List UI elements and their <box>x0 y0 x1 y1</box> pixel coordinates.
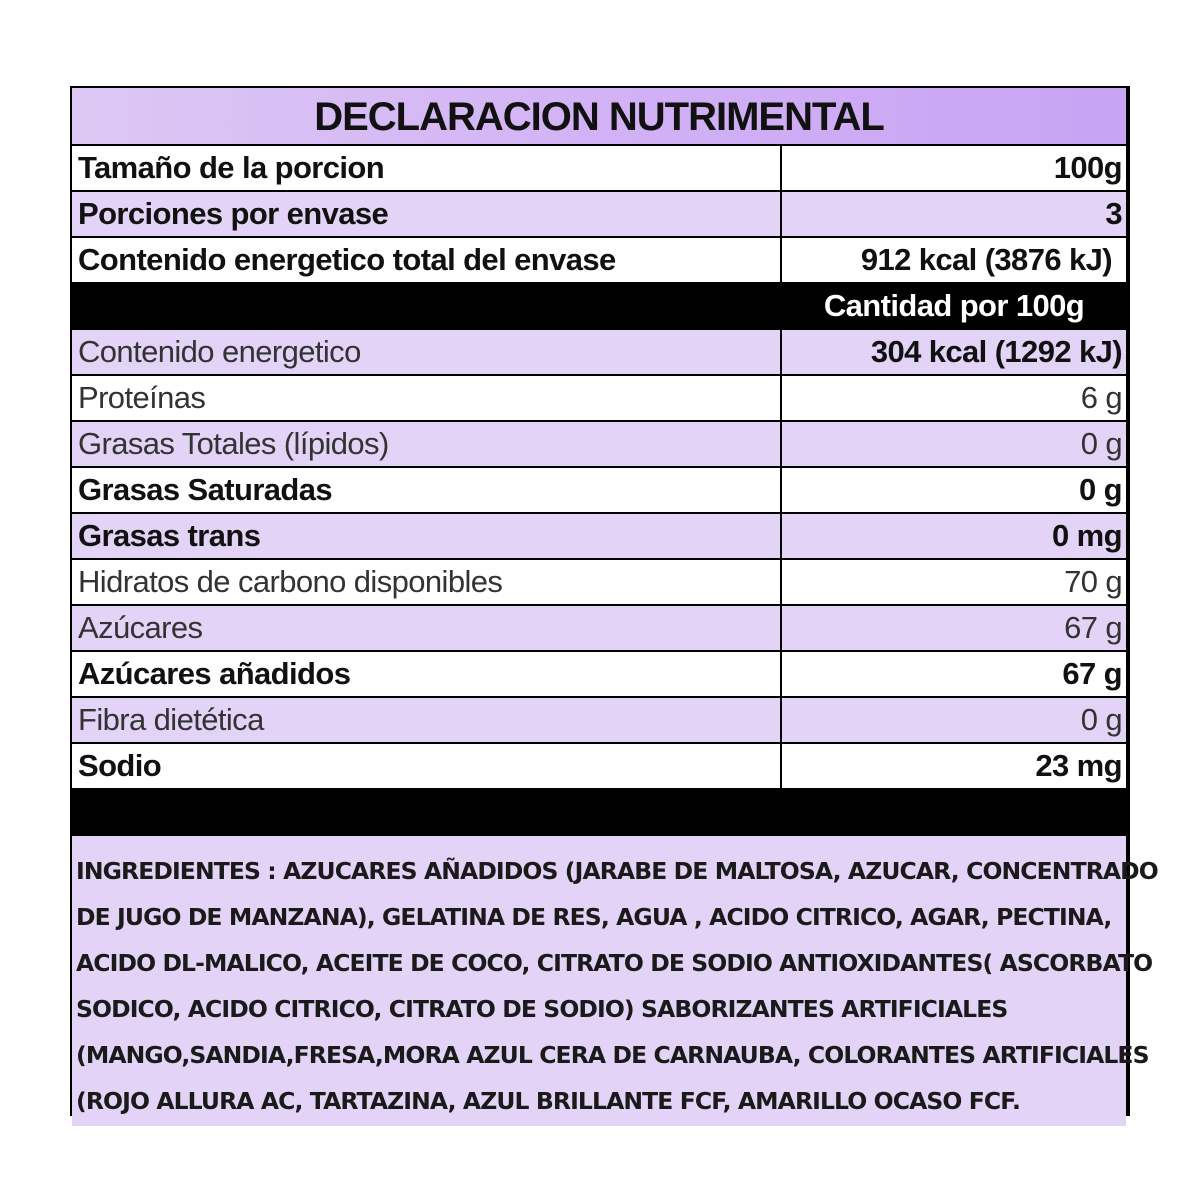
column-header-label: Cantidad por 100g <box>823 288 1085 323</box>
nutrient-label: Azúcares añadidos <box>72 652 782 696</box>
nutrient-row-saturated-fat <box>72 468 1126 514</box>
nutrient-row-energy <box>72 330 1126 376</box>
ingredients-line: DE JUGO DE MANZANA), GELATINA DE RES, AGUA , ACIDO CITRICO, AGAR, PECTINA, <box>76 903 1112 931</box>
nutrient-label: Fibra dietética <box>72 698 782 742</box>
nutrient-label: Proteínas <box>72 376 782 420</box>
nutrient-label: Contenido energetico <box>72 330 782 374</box>
nutrient-value: 0 g <box>1079 472 1122 507</box>
panel-title: DECLARACION NUTRIMENTAL <box>72 88 1126 146</box>
ingredients-line: SODICO, ACIDO CITRICO, CITRATO DE SODIO) SABORIZANTES ARTIFICIALES <box>76 995 1008 1023</box>
serving-size-value: 100g <box>1053 150 1122 185</box>
nutrient-row-trans-fat <box>72 514 1126 560</box>
nutrient-value: 0 g <box>1080 426 1122 461</box>
nutrient-row-fiber <box>72 698 1126 744</box>
nutrient-row-protein <box>72 376 1126 422</box>
nutrient-row-added-sugars <box>72 652 1126 698</box>
nutrient-row-carbohydrates <box>72 560 1126 606</box>
ingredients-line: ACIDO DL-MALICO, ACEITE DE COCO, CITRATO DE SODIO ANTIOXIDANTES( ASCORBATO <box>76 949 1153 977</box>
total-energy-label: Contenido energetico total del envase <box>72 238 782 282</box>
nutrient-row-sodium <box>72 744 1126 790</box>
total-energy-row <box>72 238 1126 284</box>
nutrient-row-sugars <box>72 606 1126 652</box>
nutrient-label: Sodio <box>72 744 782 788</box>
servings-per-container-value: 3 <box>1105 196 1122 231</box>
nutrient-value: 70 g <box>1064 564 1122 599</box>
ingredients-line: INGREDIENTES : AZUCARES AÑADIDOS (JARABE DE MALTOSA, AZUCAR, CONCENTRADO <box>76 857 1158 885</box>
nutrient-value: 304 kcal (1292 kJ) <box>870 334 1122 369</box>
nutrient-value: 0 g <box>1080 702 1122 737</box>
nutrient-value: 67 g <box>1064 610 1122 645</box>
servings-per-container-row <box>72 192 1126 238</box>
servings-per-container-label: Porciones por envase <box>72 192 782 236</box>
serving-size-row <box>72 146 1126 192</box>
ingredients-block <box>72 836 1158 1126</box>
nutrient-label: Azúcares <box>72 606 782 650</box>
black-divider-bar <box>72 790 1126 836</box>
nutrient-value: 6 g <box>1080 380 1122 415</box>
column-header-row <box>72 284 1126 330</box>
column-header-spacer <box>72 284 782 328</box>
ingredients-line: (MANGO,SANDIA,FRESA,MORA AZUL CERA DE CARNAUBA, COLORANTES ARTIFICIALES <box>76 1041 1149 1069</box>
nutrient-value: 23 mg <box>1035 748 1122 783</box>
nutrition-facts-panel <box>70 86 1158 1116</box>
nutrient-row-total-fat <box>72 422 1126 468</box>
ingredients-line: (ROJO ALLURA AC, TARTAZINA, AZUL BRILLANTE FCF, AMARILLO OCASO FCF. <box>76 1087 1020 1115</box>
nutrient-value: 67 g <box>1062 656 1122 691</box>
nutrient-value: 0 mg <box>1052 518 1122 553</box>
nutrient-label: Grasas Totales (lípidos) <box>72 422 782 466</box>
nutrient-label: Grasas trans <box>72 514 782 558</box>
nutrient-label: Hidratos de carbono disponibles <box>72 560 782 604</box>
total-energy-value: 912 kcal (3876 kJ) <box>860 242 1112 277</box>
nutrient-label: Grasas Saturadas <box>72 468 782 512</box>
serving-size-label: Tamaño de la porcion <box>72 146 782 190</box>
